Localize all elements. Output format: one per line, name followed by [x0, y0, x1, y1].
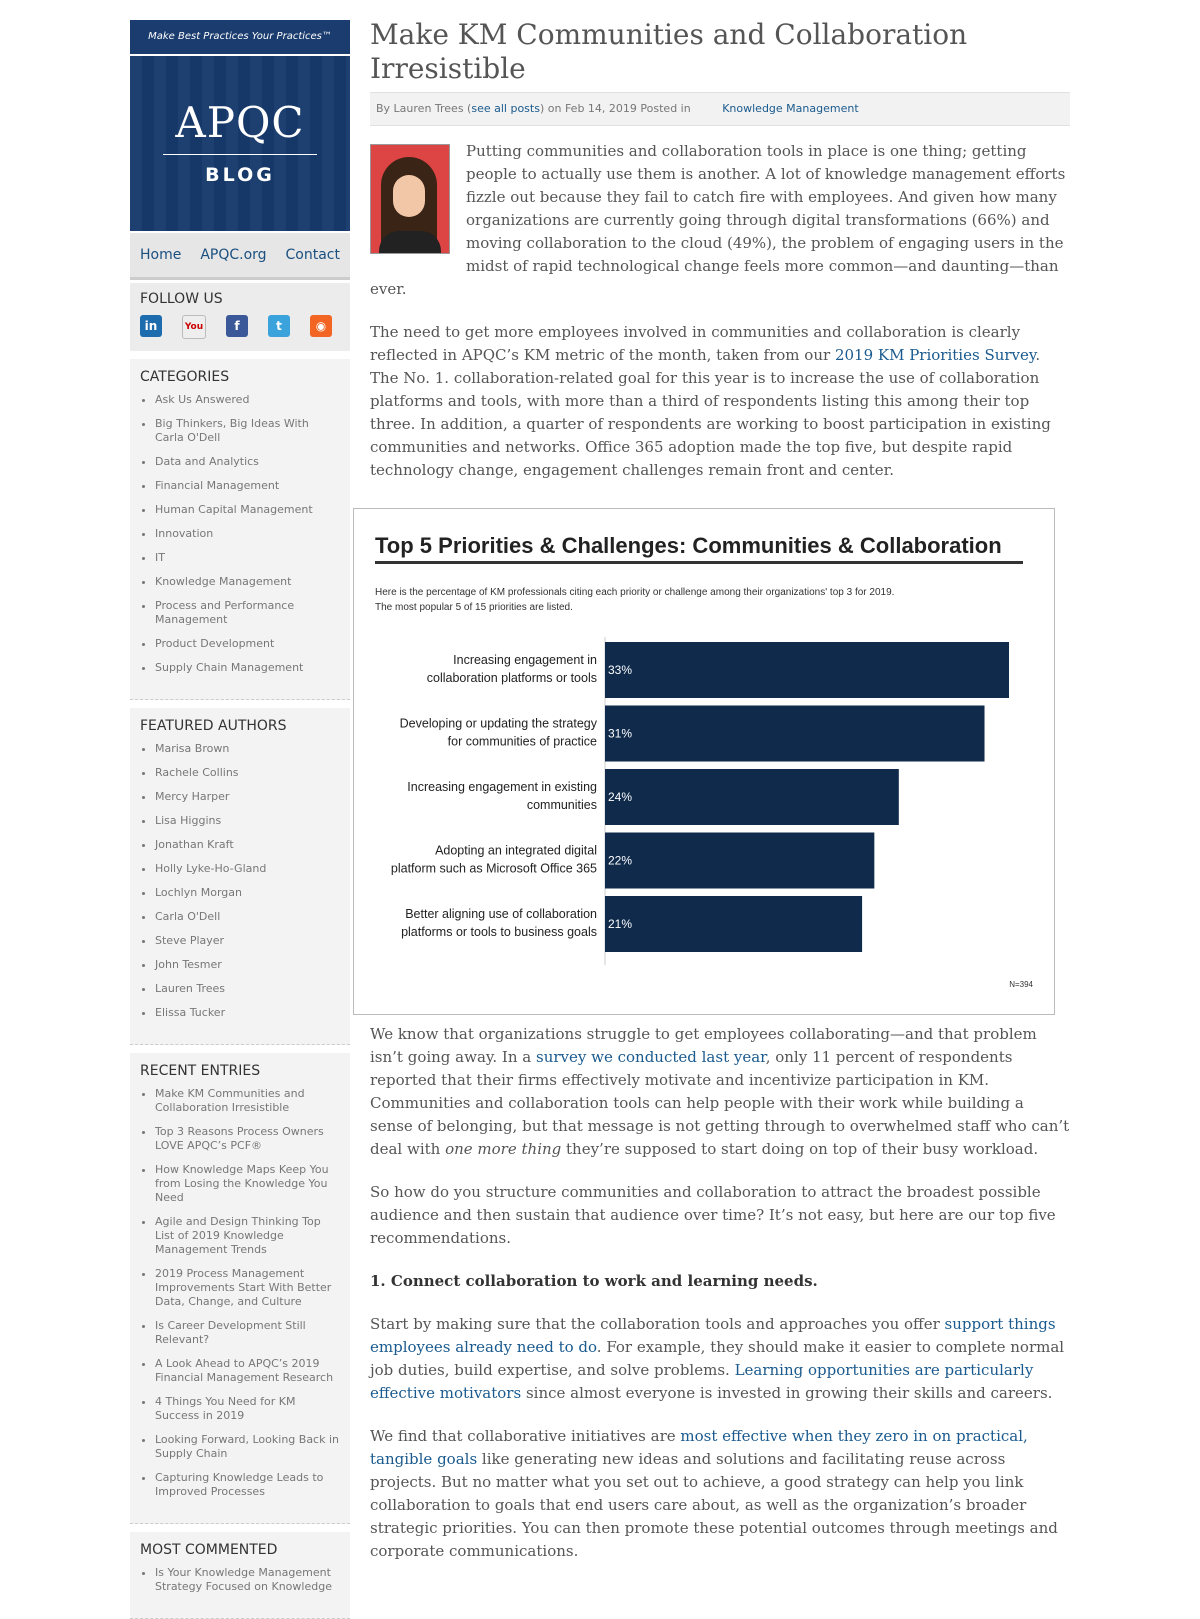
list-item — [155, 661, 340, 675]
most-commented-box — [130, 1532, 350, 1619]
chart-subtitle: The most popular 5 of 15 priorities are listed. — [375, 602, 573, 613]
list-item — [155, 393, 340, 407]
linkedin-icon[interactable]: in — [140, 315, 162, 337]
chart-data-label: 31% — [608, 726, 633, 741]
author-link[interactable]: Jonathan Kraft — [155, 838, 234, 851]
author-link[interactable]: Steve Player — [155, 934, 225, 947]
sidebar — [130, 20, 350, 1619]
see-all-posts-link[interactable]: see all posts — [471, 102, 540, 115]
recent-entry-link[interactable]: How Knowledge Maps Keep You from Losing the Knowledge You Need — [155, 1163, 329, 1204]
chart-data-label: 22% — [608, 853, 633, 868]
facebook-icon[interactable]: f — [226, 315, 248, 337]
most-effective-link[interactable]: most effective when they zero in on practical, tangible goals — [370, 1427, 1028, 1468]
chart-category-label: for communities of practice — [447, 734, 597, 749]
list-item — [155, 1163, 340, 1205]
post-body — [370, 140, 1070, 1563]
list-item — [155, 742, 340, 756]
author-link[interactable]: Mercy Harper — [155, 790, 230, 803]
post-main — [370, 18, 1070, 1583]
recent-entries-box — [130, 1053, 350, 1524]
category-link[interactable]: Process and Performance Management — [155, 599, 295, 626]
chart-subtitle: Here is the percentage of KM professionals citing each priority or challenge among their organizations' top 3 for 2019. — [375, 587, 895, 598]
list-item — [155, 1357, 340, 1385]
list-item — [155, 1395, 340, 1423]
p2-text-a: The need to get more employees involved in communities and collaboration is clearly reflected in APQC’s KM metric of the month, taken from our — [370, 323, 1021, 364]
social-icons — [140, 315, 340, 339]
chart-category-label: platform such as Microsoft Office 365 — [390, 861, 597, 876]
logo-divider — [163, 154, 317, 155]
recent-entries-list — [140, 1087, 340, 1499]
chart-category-label: communities — [526, 798, 597, 812]
p3-text-a: We know that organizations struggle to get employees collaborating—and that problem isn’t going away. In a — [370, 1025, 1037, 1066]
survey-last-year-link[interactable]: survey we conducted last year — [536, 1048, 766, 1066]
section-heading-1: 1. Connect collaboration to work and learning needs. — [370, 1272, 818, 1290]
p5-text-b: . For example, they should make it easier to complete normal job duties, build expertise, and solve problems. — [370, 1338, 1065, 1379]
category-link[interactable]: Big Thinkers, Big Ideas With Carla O'Dell — [155, 417, 309, 444]
list-item — [155, 1471, 340, 1499]
chart-data-label: 24% — [608, 790, 633, 804]
list-item — [155, 1125, 340, 1153]
authors-list — [140, 742, 340, 1020]
chart-category-label: Adopting an integrated digital — [435, 843, 597, 858]
chart-bar — [605, 706, 985, 762]
support-things-link[interactable]: support things employees already need to do — [370, 1315, 1056, 1356]
author-link[interactable]: Lisa Higgins — [155, 814, 222, 827]
paragraph-start — [370, 1313, 1070, 1405]
p2-text-b: . The No. 1. collaboration-related goal for this year is to increase the use of collaboration platforms and tools, with more than a third of respondents listing this among their top three. In addition, a quarter of respondents are working to boost participation in existing communities and networks. Office 365 adoption made the top five, but despite rapid technology change, engagement challenges remain front and center. — [370, 346, 1051, 479]
category-link[interactable]: Human Capital Management — [155, 503, 313, 516]
featured-authors-box — [130, 708, 350, 1045]
list-item — [155, 503, 340, 517]
list-item — [155, 1087, 340, 1115]
paragraph-goals — [370, 1425, 1070, 1563]
list-item — [155, 1319, 340, 1347]
p5-text-c: since almost everyone is invested in growing their skills and careers. — [521, 1384, 1053, 1402]
author-link[interactable]: John Tesmer — [155, 958, 222, 971]
author-link[interactable]: Lochlyn Morgan — [155, 886, 242, 899]
list-item — [155, 527, 340, 541]
recent-entry-link[interactable]: Agile and Design Thinking Top List of 2019 Knowledge Management Trends — [155, 1215, 321, 1256]
logo-sub: BLOG — [205, 164, 275, 186]
chart-title: Top 5 Priorities & Challenges: Communities & Collaboration — [375, 533, 1002, 558]
category-link[interactable]: Ask Us Answered — [155, 393, 250, 406]
category-link-km[interactable]: Knowledge Management — [722, 102, 859, 115]
categories-box — [130, 359, 350, 700]
priorities-chart — [353, 508, 1055, 1015]
list-item — [155, 637, 340, 651]
nav-apqc-org[interactable]: APQC.org — [200, 247, 267, 263]
p3-emphasis: one more thing — [445, 1140, 562, 1158]
chart-category-label: platforms or tools to business goals — [401, 925, 597, 939]
chart-data-label: 21% — [608, 917, 633, 931]
most-commented-title: MOST COMMENTED — [140, 1542, 278, 1558]
chart-bar — [605, 833, 874, 889]
chart-category-label: Developing or updating the strategy — [399, 716, 597, 731]
categories-list — [140, 393, 340, 675]
chart-svg — [354, 509, 1054, 1014]
list-item — [155, 838, 340, 852]
chart-bar — [605, 769, 899, 825]
chart-data-label: 33% — [608, 663, 633, 677]
meta-author: By Lauren Trees ( — [376, 102, 472, 115]
p5-text-a: Start by making sure that the collaboration tools and approaches you offer — [370, 1315, 945, 1333]
twitter-icon[interactable]: t — [268, 315, 290, 337]
paragraph-intro: Putting communities and collaboration tools in place is one thing; getting people to actually use them is another. A lot of knowledge management efforts fizzle out because they fail to catch fire with employees. And given how many organizations are currently going through digital transformations (66%) and moving collaboration to the cloud (49%), the problem of engaging users in the midst of rapid technological change feels more common—and daunting—than ever. — [370, 142, 1066, 298]
list-item — [155, 1215, 340, 1257]
nav-home[interactable]: Home — [140, 247, 182, 263]
tagline: Make Best Practices Your Practices™ — [130, 20, 350, 54]
author-link[interactable]: Marisa Brown — [155, 742, 230, 755]
author-link[interactable]: Holly Lyke-Ho-Gland — [155, 862, 267, 875]
category-link[interactable]: Data and Analytics — [155, 455, 259, 468]
category-link[interactable]: Knowledge Management — [155, 575, 292, 588]
chart-category-label: Better aligning use of collaboration — [405, 907, 597, 921]
chart-category-label: Increasing engagement in — [453, 653, 597, 667]
chart-title-rule — [375, 561, 1023, 564]
recent-entry-link[interactable]: A Look Ahead to APQC’s 2019 Financial Management Research — [155, 1357, 334, 1384]
list-item — [155, 766, 340, 780]
chart-category-label: Increasing engagement in existing — [407, 780, 597, 794]
featured-authors-title: FEATURED AUTHORS — [140, 718, 287, 734]
category-link[interactable]: IT — [155, 551, 165, 564]
list-item — [155, 790, 340, 804]
recent-entry-link[interactable]: Top 3 Reasons Process Owners LOVE APQC’s PCF® — [155, 1125, 324, 1152]
category-link[interactable]: Innovation — [155, 527, 214, 540]
recent-entry-link[interactable]: 2019 Process Management Improvements Start With Better Data, Change, and Culture — [155, 1267, 332, 1308]
p3-text-c: they’re supposed to start doing on top of their busy workload. — [561, 1140, 1039, 1158]
category-link[interactable]: Supply Chain Management — [155, 661, 304, 674]
post-meta — [370, 92, 1070, 126]
nav-contact[interactable]: Contact — [285, 247, 340, 263]
post-title: Make KM Communities and Collaboration Irresistible — [370, 18, 968, 85]
list-item — [155, 1006, 340, 1020]
list-item — [155, 862, 340, 876]
list-item — [155, 910, 340, 924]
list-item — [155, 886, 340, 900]
paragraph-question: So how do you structure communities and collaboration to attract the broadest possible audience and then sustain that audience over time? It’s not easy, but here are our top five recommendations. — [370, 1183, 1056, 1247]
author-link[interactable]: Lauren Trees — [155, 982, 226, 995]
km-priorities-survey-link[interactable]: 2019 KM Priorities Survey — [834, 346, 1036, 364]
list-item — [155, 575, 340, 589]
chart-category-label: collaboration platforms or tools — [426, 671, 597, 685]
learning-opportunities-link[interactable]: Learning opportunities are particularly effective motivators — [370, 1361, 1034, 1402]
list-item — [155, 417, 340, 445]
meta-date: ) on Feb 14, 2019 Posted in — [539, 102, 691, 115]
recent-entry-link[interactable]: Capturing Knowledge Leads to Improved Processes — [155, 1471, 324, 1498]
list-item — [155, 599, 340, 627]
list-item — [155, 958, 340, 972]
chart-bar — [605, 896, 862, 952]
category-link[interactable]: Product Development — [155, 637, 275, 650]
list-item — [155, 982, 340, 996]
recent-entry-link[interactable]: 4 Things You Need for KM Success in 2019 — [155, 1395, 296, 1422]
p3-text-b: , only 11 percent of respondents reported that their firms effectively motivate and incentivize participation in KM. Communities and collaboration tools can help people with their work while building a sense of belonging, but that message is not getting through to overwhelmed staff who can’t deal with — [370, 1048, 1070, 1158]
recent-entry-link[interactable]: Is Career Development Still Relevant? — [155, 1319, 306, 1346]
categories-title: CATEGORIES — [140, 369, 230, 385]
chart-note: N=394 — [1009, 980, 1033, 989]
author-link[interactable]: Elissa Tucker — [155, 1006, 226, 1019]
recent-entry-link[interactable]: Make KM Communities and Collaboration Irresistible — [155, 1087, 305, 1114]
author-link[interactable]: Rachele Collins — [155, 766, 239, 779]
paragraph-metric — [370, 321, 1070, 482]
recent-entries-title: RECENT ENTRIES — [140, 1063, 261, 1079]
logo-text: APQC — [175, 98, 305, 147]
follow-us-box — [130, 283, 350, 351]
most-commented-link[interactable]: Is Your Knowledge Management Strategy Focused on Knowledge — [155, 1566, 332, 1593]
list-item — [155, 479, 340, 493]
sidebar-nav — [130, 233, 350, 280]
category-link[interactable]: Financial Management — [155, 479, 280, 492]
author-photo — [370, 144, 450, 254]
follow-us-title: FOLLOW US — [140, 291, 223, 307]
list-item — [155, 1566, 340, 1594]
p6-text-b: like generating new ideas and solutions and facilitating reuse across projects. But no matter what you set out to achieve, a good strategy can help you link collaboration to goals that end users care about, as well as the organization’s broader strategic priorities. You can then promote these potential outcomes through meetings and corporate communications. — [370, 1450, 1058, 1560]
list-item — [155, 934, 340, 948]
list-item — [155, 1267, 340, 1309]
recent-entry-link[interactable]: Looking Forward, Looking Back in Supply Chain — [155, 1433, 340, 1460]
youtube-icon[interactable]: You — [182, 315, 206, 339]
apqc-blog-logo[interactable] — [130, 56, 350, 231]
list-item — [155, 455, 340, 469]
chart-bar — [605, 642, 1009, 698]
most-commented-list — [140, 1566, 340, 1594]
author-link[interactable]: Carla O'Dell — [155, 910, 221, 923]
list-item — [155, 551, 340, 565]
list-item — [155, 1433, 340, 1461]
list-item — [155, 814, 340, 828]
rss-icon[interactable]: ◉ — [310, 315, 332, 337]
paragraph-struggle — [370, 1023, 1070, 1161]
p6-text-a: We find that collaborative initiatives are — [370, 1427, 681, 1445]
